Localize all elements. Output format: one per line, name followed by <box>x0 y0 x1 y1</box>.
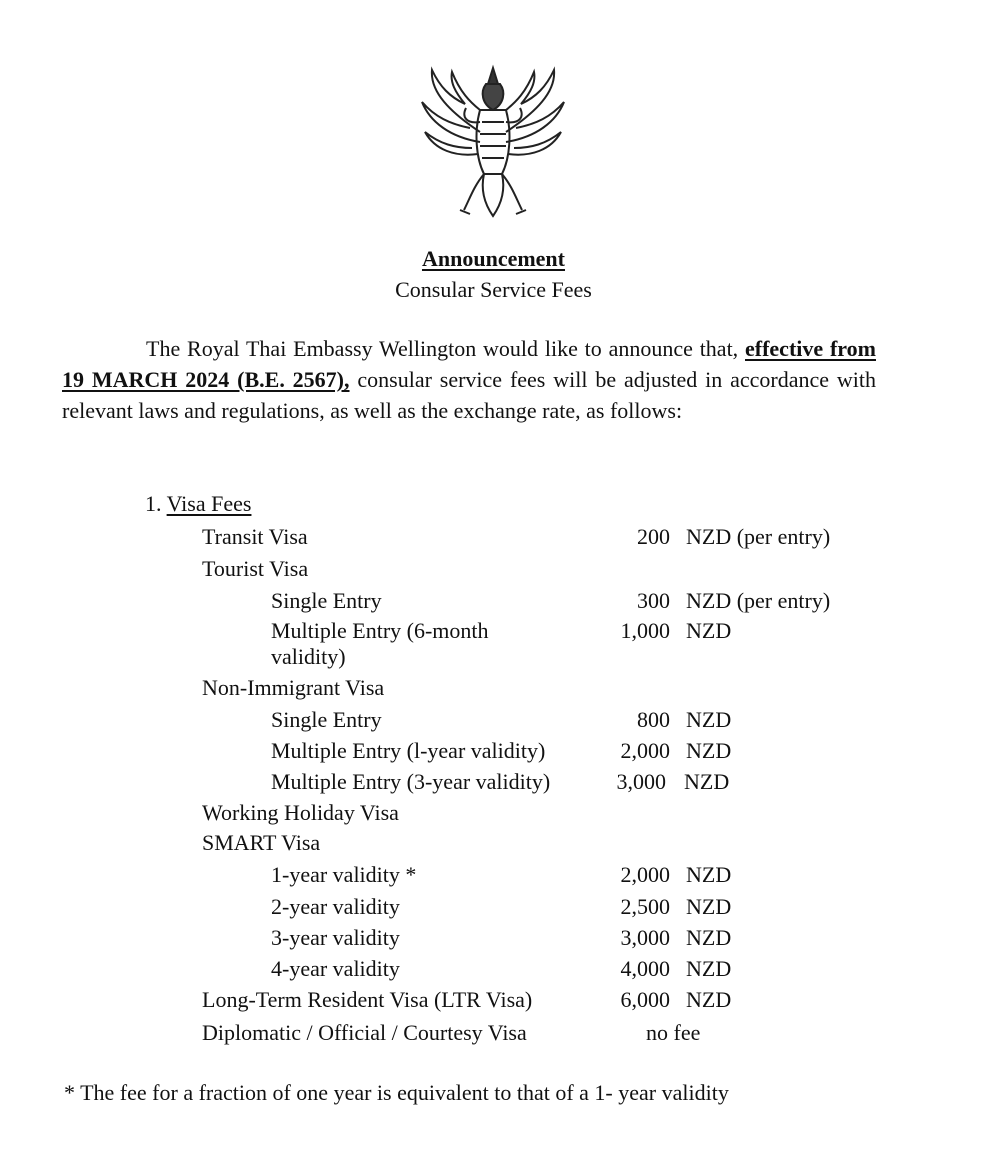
smart-2y-amount: 2,500 <box>620 894 670 919</box>
smart-1y-label: 1-year validity * <box>271 862 417 887</box>
smart-3y-amount: 3,000 <box>620 925 670 950</box>
page-subtitle: Consular Service Fees <box>395 277 592 302</box>
ltr-visa-unit: NZD <box>686 987 732 1012</box>
smart-3y-unit: NZD <box>686 925 732 950</box>
transit-visa-label: Transit Visa <box>202 524 308 549</box>
ltr-visa-label: Long-Term Resident Visa (LTR Visa) <box>202 987 533 1012</box>
intro-paragraph: The Royal Thai Embassy Wellington would like to announce that, effective from 19 MARCH 2024 (B.E. 2567), consular service fees will be adjusted in accordance with relevant laws and regulations, as well as the exchange rate, as follows: <box>62 336 876 423</box>
smart-4y-unit: NZD <box>686 956 732 981</box>
tourist-multiple-label: Multiple Entry (6-month validity) <box>271 618 489 669</box>
non-immigrant-multi-3y-label: Multiple Entry (3-year validity) <box>271 769 551 794</box>
diplomatic-visa-label: Diplomatic / Official / Courtesy Visa <box>202 1020 527 1045</box>
working-holiday-visa-label: Working Holiday Visa <box>202 800 399 825</box>
non-immigrant-single-unit: NZD <box>686 707 732 732</box>
smart-4y-label: 4-year validity <box>271 956 400 981</box>
transit-visa-unit: NZD (per entry) <box>686 524 831 549</box>
non-immigrant-multi-3y-amount: 3,000 <box>616 769 666 794</box>
page-title: Announcement <box>421 246 565 271</box>
smart-2y-label: 2-year validity <box>271 894 400 919</box>
smart-2y-unit: NZD <box>686 894 732 919</box>
tourist-visa-label: Tourist Visa <box>202 556 309 581</box>
diplomatic-visa-fee: no fee <box>646 1020 701 1045</box>
transit-visa-amount: 200 <box>637 524 670 549</box>
garuda-emblem-icon <box>410 62 576 222</box>
tourist-multiple-amount: 1,000 <box>620 618 670 643</box>
non-immigrant-visa-label: Non-Immigrant Visa <box>202 675 385 700</box>
smart-4y-amount: 4,000 <box>620 956 670 981</box>
tourist-multiple-unit: NZD <box>686 618 732 643</box>
non-immigrant-single-amount: 800 <box>637 707 670 732</box>
smart-visa-label: SMART Visa <box>202 830 321 855</box>
non-immigrant-single-label: Single Entry <box>271 707 382 732</box>
smart-1y-unit: NZD <box>686 862 732 887</box>
non-immigrant-multi-1y-amount: 2,000 <box>620 738 670 763</box>
effective-date: effective from 19 MARCH 2024 (B.E. 2567), <box>62 336 876 392</box>
tourist-single-amount: 300 <box>637 588 670 613</box>
ltr-visa-amount: 6,000 <box>620 987 670 1012</box>
smart-1y-amount: 2,000 <box>620 862 670 887</box>
non-immigrant-multi-1y-unit: NZD <box>686 738 732 763</box>
non-immigrant-multi-1y-label: Multiple Entry (l-year validity) <box>271 738 546 763</box>
visa-fees-heading: 1. Visa Fees <box>145 491 252 516</box>
tourist-single-label: Single Entry <box>271 588 382 613</box>
tourist-single-unit: NZD (per entry) <box>686 588 831 613</box>
non-immigrant-multi-3y-unit: NZD <box>684 769 730 794</box>
smart-3y-label: 3-year validity <box>271 925 400 950</box>
footnote: * The fee for a fraction of one year is equivalent to that of a 1- year validity <box>64 1080 729 1105</box>
